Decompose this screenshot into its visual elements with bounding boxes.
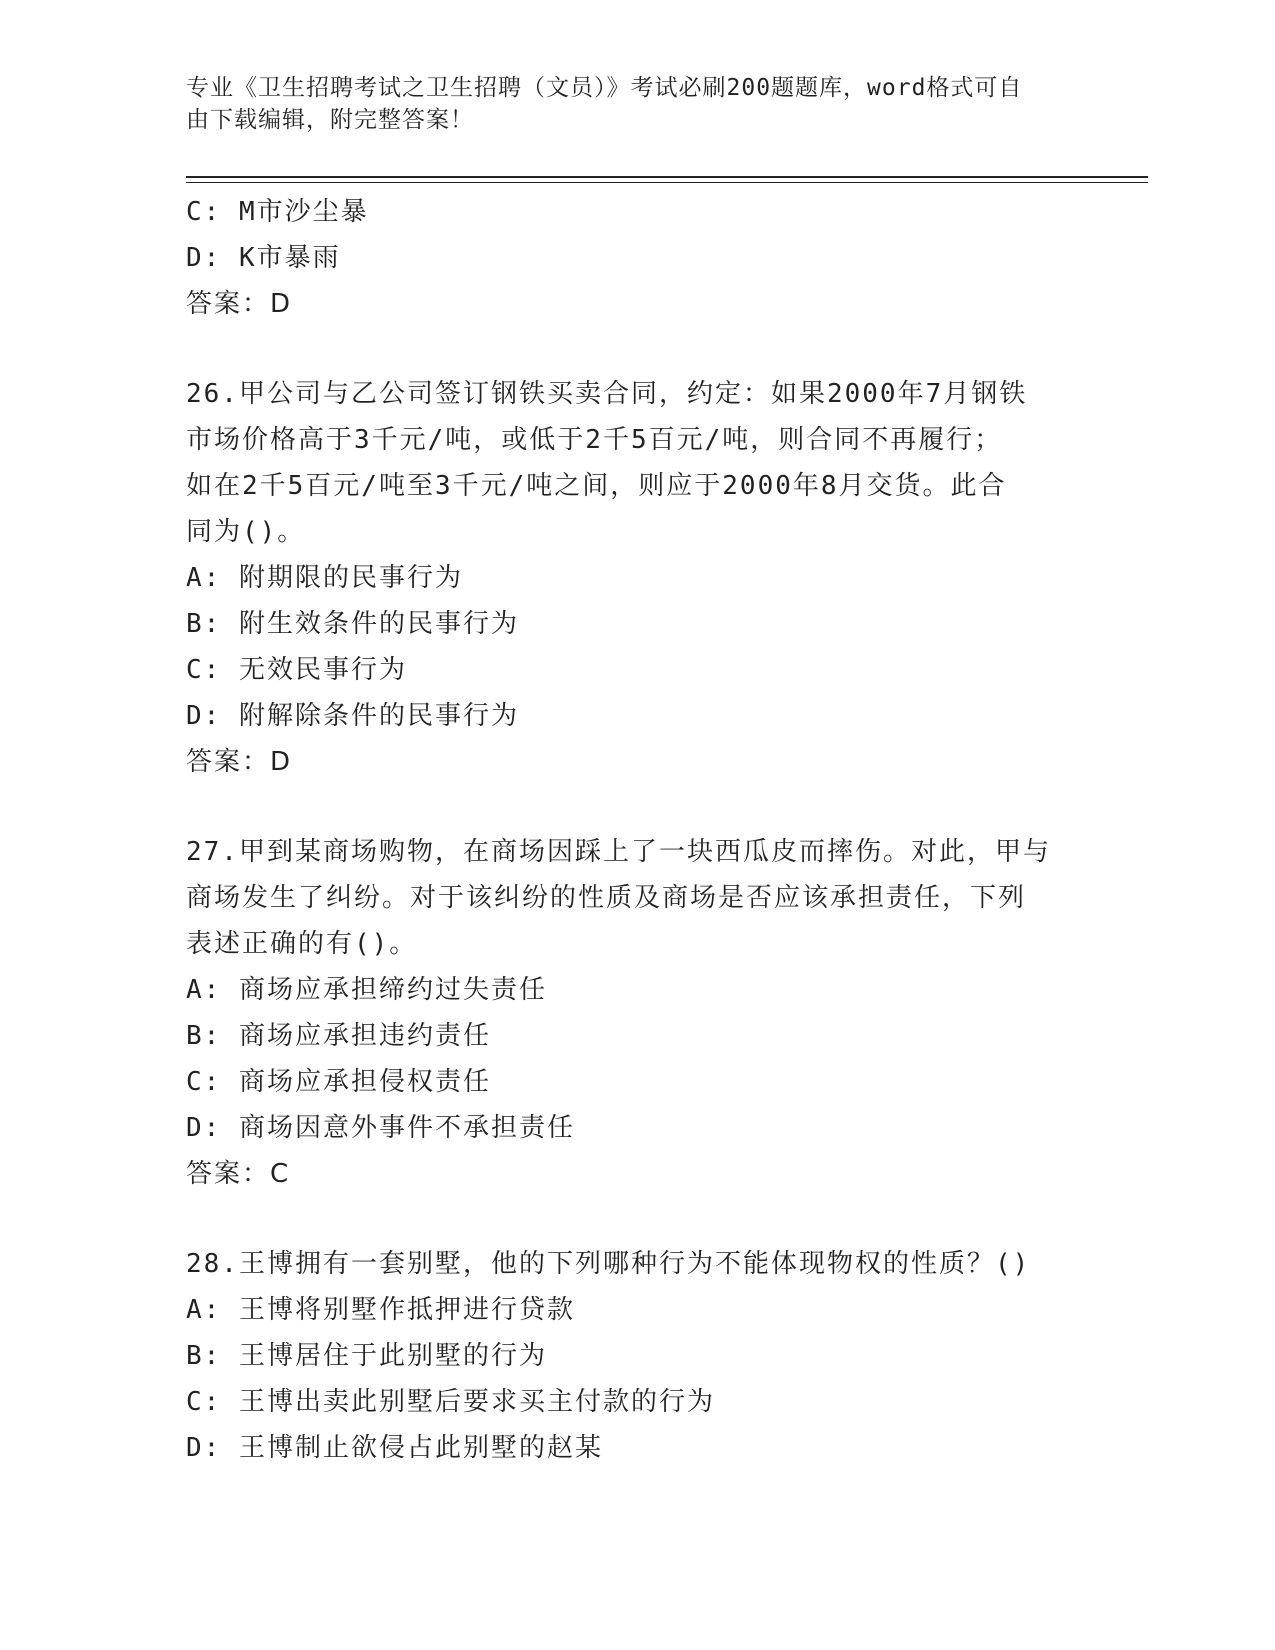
option-d: D: 附解除条件的民事行为 [186, 701, 519, 731]
question-stem-line: 表述正确的有()。 [186, 929, 418, 959]
header-line: 由下载编辑，附完整答案！ [186, 107, 474, 133]
header-line: 专业《卫生招聘考试之卫生招聘（文员）》考试必刷200题题库，word格式可自 [186, 75, 1023, 101]
option-d: D: K市暴雨 [186, 243, 341, 273]
option-b: B: 王博居住于此别墅的行为 [186, 1341, 547, 1371]
option-a: A: 王博将别墅作抵押进行贷款 [186, 1295, 575, 1325]
answer-line: 答案：D [186, 289, 293, 319]
option-b: B: 商场应承担违约责任 [186, 1021, 491, 1051]
question-stem-line: 如在2千5百元/吨至3千元/吨之间，则应于2000年8月交货。此合 [186, 471, 1007, 501]
question-27 [186, 829, 1086, 1197]
option-d: D: 商场因意外事件不承担责任 [186, 1113, 575, 1143]
question-stem-line: 28.王博拥有一套别墅，他的下列哪种行为不能体现物权的性质？() [186, 1249, 1031, 1279]
option-d: D: 王博制止欲侵占此别墅的赵某 [186, 1433, 603, 1463]
question-stem-line: 26.甲公司与乙公司签订钢铁买卖合同，约定：如果2000年7月钢铁 [186, 379, 1028, 409]
question-stem-line: 市场价格高于3千元/吨，或低于2千5百元/吨，则合同不再履行； [186, 425, 1003, 455]
question-26 [186, 371, 1086, 785]
question-stem-line: 同为()。 [186, 517, 306, 547]
header-divider-thick [186, 176, 1148, 178]
question-content [186, 189, 1086, 1471]
question-28 [186, 1241, 1086, 1471]
option-a: A: 商场应承担缔约过失责任 [186, 975, 547, 1005]
question-stem-line: 27.甲到某商场购物，在商场因踩上了一块西瓜皮而摔伤。对此，甲与 [186, 837, 1051, 867]
answer-line: 答案：D [186, 747, 293, 777]
option-c: C: 王博出卖此别墅后要求买主付款的行为 [186, 1387, 715, 1417]
spacer [186, 1197, 1086, 1241]
question-stem-line: 商场发生了纠纷。对于该纠纷的性质及商场是否应该承担责任，下列 [186, 883, 1027, 913]
option-a: A: 附期限的民事行为 [186, 563, 463, 593]
spacer [186, 785, 1086, 829]
answer-line: 答案：C [186, 1159, 291, 1189]
document-header [186, 72, 1066, 136]
previous-question-tail [186, 189, 1086, 327]
spacer [186, 327, 1086, 371]
header-divider-thin [186, 182, 1148, 183]
option-c: C: 无效民事行为 [186, 655, 407, 685]
option-b: B: 附生效条件的民事行为 [186, 609, 519, 639]
option-c: C: 商场应承担侵权责任 [186, 1067, 491, 1097]
option-c: C: M市沙尘暴 [186, 197, 369, 227]
